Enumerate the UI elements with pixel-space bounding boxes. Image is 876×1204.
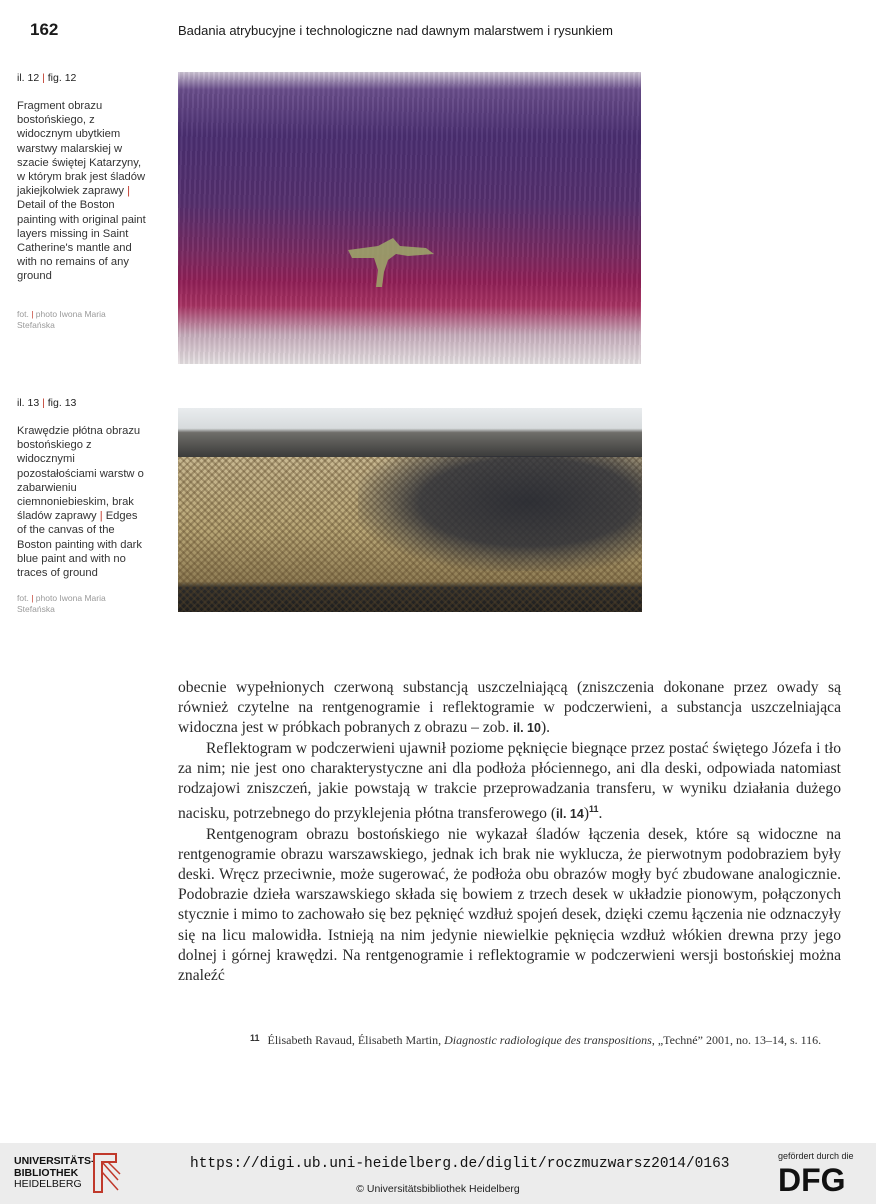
- paragraph-2: Reflektogram w podczerwieni ujawnił poziome pęknięcie biegnące przez postać świętego Józefa i tło za nim; nie jest ono charakterystyczne ani dla podłoża płóciennego, ani dla deski, odpowiada natomiast rodzajowi zniszczeń, jakie powstają w trakcie przeprowadzania transferu, w wyniku działania dużego nacisku, potrzebnego do przyklejenia płótna transferowego (il. 14)$^{11}$.: [178, 739, 841, 823]
- figure-reference: il. 14: [556, 807, 584, 822]
- paint-loss-mark: [338, 232, 448, 292]
- figure-13-credit: fot. | photo Iwona Maria Stefańska: [17, 593, 106, 614]
- running-header: Badania atrybucyjne i technologiczne nad dawnym malarstwem i rysunkiem: [178, 23, 613, 38]
- dark-blue-paint-remains: [358, 456, 642, 571]
- figure-12-credit: fot. | photo Iwona Maria Stefańska: [17, 309, 106, 330]
- footnote-marker: 11: [589, 804, 599, 815]
- copyright-notice: © Universitätsbibliothek Heidelberg: [356, 1183, 520, 1195]
- figure-13-photo: [178, 408, 642, 612]
- figure-13-caption: Krawędzie płótna obrazu bostońskiego z widocznymi pozostałościami warstw o zabarwieniu ciemnoniebieskim, brak śladów zaprawy | Edges of the canvas of the Boston painting with dark blue paint and with no traces of ground: [17, 425, 144, 580]
- dfg-logo: [776, 1163, 862, 1195]
- figure-13-label: il. 13 | fig. 13: [17, 397, 77, 409]
- library-logo-text: UNIVERSITÄTS- BIBLIOTHEK HEIDELBERG: [14, 1155, 95, 1190]
- funder-text: gefördert durch die: [778, 1151, 854, 1161]
- caption-english: Edges of the canvas of the Boston painting with dark blue paint and with no traces of ground: [17, 510, 143, 580]
- figure-12-photo: [178, 72, 641, 364]
- page-number: 162: [30, 20, 59, 39]
- caption-english: Detail of the Boston painting with original paint layers missing in Saint Catherine's mantle and with no remains of any ground: [17, 199, 146, 283]
- figure-12-label: il. 12 | fig. 12: [17, 72, 77, 84]
- footnote: $^{11}$ Élisabeth Ravaud, Élisabeth Martin, Diagnostic radiologique des transpositions, „Techné” 2001, no. 13–14, s. 116.: [250, 1033, 822, 1047]
- figure-12-caption: Fragment obrazu bostońskiego, z widocznym ubytkiem warstwy malarskiej w szacie świętej Katarzyny, w którym brak jest śladów jakiejkolwiek zaprawy | Detail of the Boston painting with original paint layers missing in Saint Catherine's mantle and with no remains of any ground: [17, 100, 146, 283]
- caption-polish: Fragment obrazu bostońskiego, z widocznym ubytkiem warstwy malarskiej w szacie świętej Katarzyny, w którym brak jest śladów jakiejkolwiek zaprawy: [17, 100, 146, 198]
- paragraph-1: obecnie wypełnionych czerwoną substancją uszczelniającą (zniszczenia dokonane przez owady są również czytelne na rentgenogramie i reflektogramie w podczerwieni, a substancja uszczelniająca widoczna jest w próbkach pobranych z obrazu – zob. il. 10).: [178, 679, 841, 737]
- caption-polish: Krawędzie płótna obrazu bostońskiego z widocznymi pozostałościami warstw o zabarwieniu ciemnoniebieskim, brak śladów zaprawy: [17, 425, 144, 523]
- dfg-logo-text: DFG: [778, 1163, 846, 1195]
- body-text: [178, 678, 841, 986]
- document-url-link[interactable]: https://digi.ub.uni-heidelberg.de/diglit/roczmuzwarsz2014/0163: [190, 1156, 730, 1172]
- footnote-number: 11: [250, 1033, 260, 1043]
- figure-reference: il. 10: [513, 721, 541, 736]
- paragraph-3: Rentgenogram obrazu bostońskiego nie wykazał śladów łączenia desek, które są widoczne na rentgenogramie obrazu warszawskiego, jednak ich brak nie wyklucza, że pierwotnym podobraziem były deski. Wręcz przeciwnie, może sugerować, że podłoża obu obrazów mogły być zbudowane analogicznie. Podobrazie dzieła warszawskiego składa się bowiem z trzech desek w układzie pionowym, połączonych stycznie i mimo to zachowało się bez pęknięć wzdłuż spojeń desek, dzięki czemu łączenia nie odznaczyły się na licu malowidła. Istnieją na nim jedynie niewielkie pęknięcia wzdłuż włókien drewna przy jego dolnej i górnej krawędzi. Na rentgenogramie i reflektogramie w podczerwieni wersji bostońskiej można znaleźć: [178, 825, 841, 985]
- footnote-title: Diagnostic radiologique des transpositions: [444, 1033, 652, 1047]
